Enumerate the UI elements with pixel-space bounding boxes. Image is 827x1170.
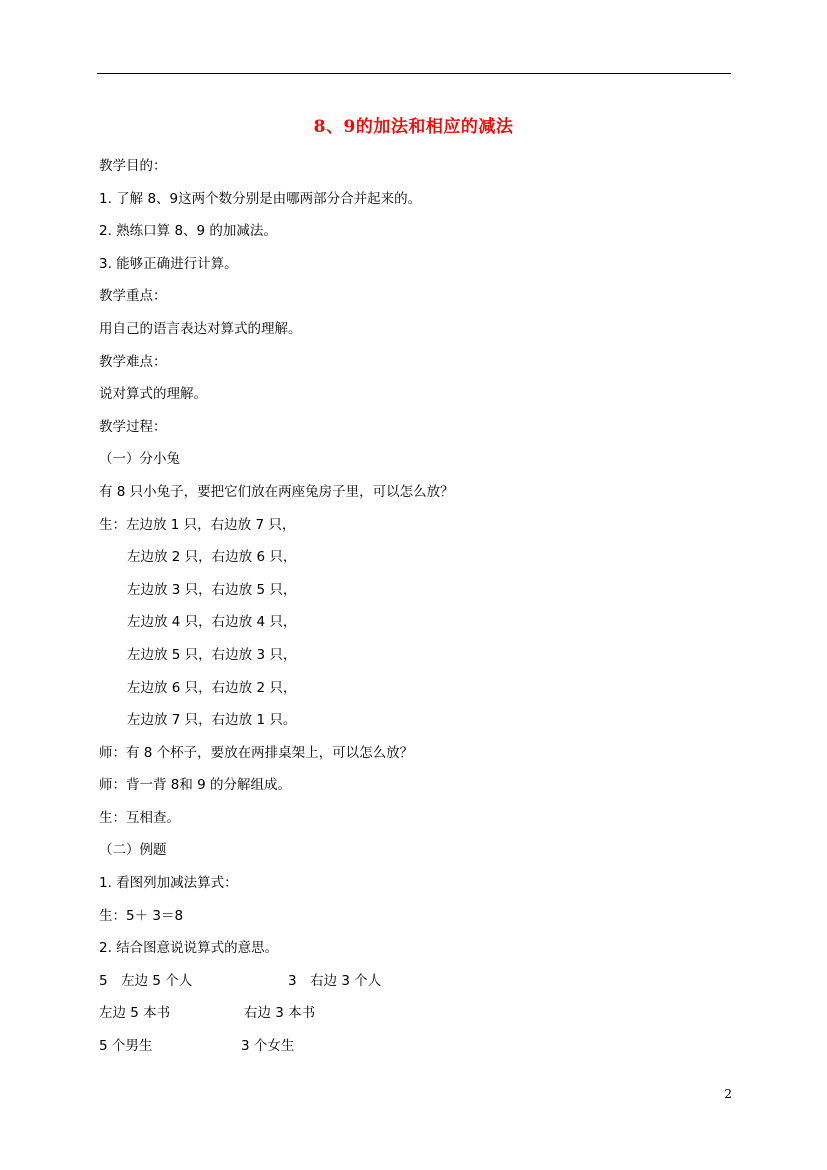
difficulty-heading: 教学难点： [99,353,167,370]
objectives-heading: 教学目的： [99,158,167,174]
objective-item: 1. 了解 8、9这两个数分别是由哪两部分合并起来的。 [99,190,422,207]
meaning-row [99,1030,729,1063]
meaning-right: 3 个女生 [241,1038,295,1055]
question-text: 有 8 只小兔子，要把它们放在两座兔房子里，可以怎么放？ [99,483,454,500]
example-item: 1. 看图列加减法算式： [99,875,238,892]
focus-heading: 教学重点： [99,288,167,305]
objective-item: 3. 能够正确进行计算。 [99,255,238,272]
teacher-line: 师：背一背 8和 9 的分解组成。 [99,777,292,794]
section-heading: （二）例题 [99,842,167,859]
meaning-left: 5 左边 5 个人 [99,972,193,989]
focus-text: 用自己的语言表达对算式的理解。 [99,320,302,337]
objective-item: 2. 熟练口算 8、9 的加减法。 [99,223,277,240]
header-rule [97,73,731,74]
document-title: 8、9的加法和相应的减法 [313,117,514,137]
meaning-row [99,965,729,998]
difficulty-text: 说对算式的理解。 [99,386,207,403]
meaning-left: 左边 5 本书 [99,1005,171,1022]
student-line: 生：互相查。 [99,809,180,826]
example-answer: 生：5＋ 3＝8 [99,907,184,924]
student-answer: 左边放 5 只，右边放 3 只， [127,646,297,663]
page-number: 2 [724,1087,732,1101]
meaning-left: 5 个男生 [99,1038,153,1055]
student-answer: 左边放 2 只，右边放 6 只， [127,549,297,566]
student-answer: 左边放 6 只，右边放 2 只， [127,679,297,696]
teacher-line: 师：有 8 个杯子，要放在两排桌架上，可以怎么放？ [99,744,414,761]
meaning-right: 右边 3 本书 [244,1005,316,1022]
example-item: 2. 结合图意说说算式的意思。 [99,940,279,957]
student-answer: 左边放 4 只，右边放 4 只， [127,614,297,631]
section-heading: （一）分小兔 [99,451,180,468]
process-heading: 教学过程： [99,418,167,435]
student-answer: 左边放 7 只，右边放 1 只。 [127,712,297,729]
student-answer: 左边放 3 只，右边放 5 只， [127,581,297,598]
student-answer: 生：左边放 1 只，右边放 7 只， [99,516,296,533]
document-body [99,150,729,1063]
meaning-row [99,997,729,1030]
meaning-right: 3 右边 3 个人 [288,972,382,989]
